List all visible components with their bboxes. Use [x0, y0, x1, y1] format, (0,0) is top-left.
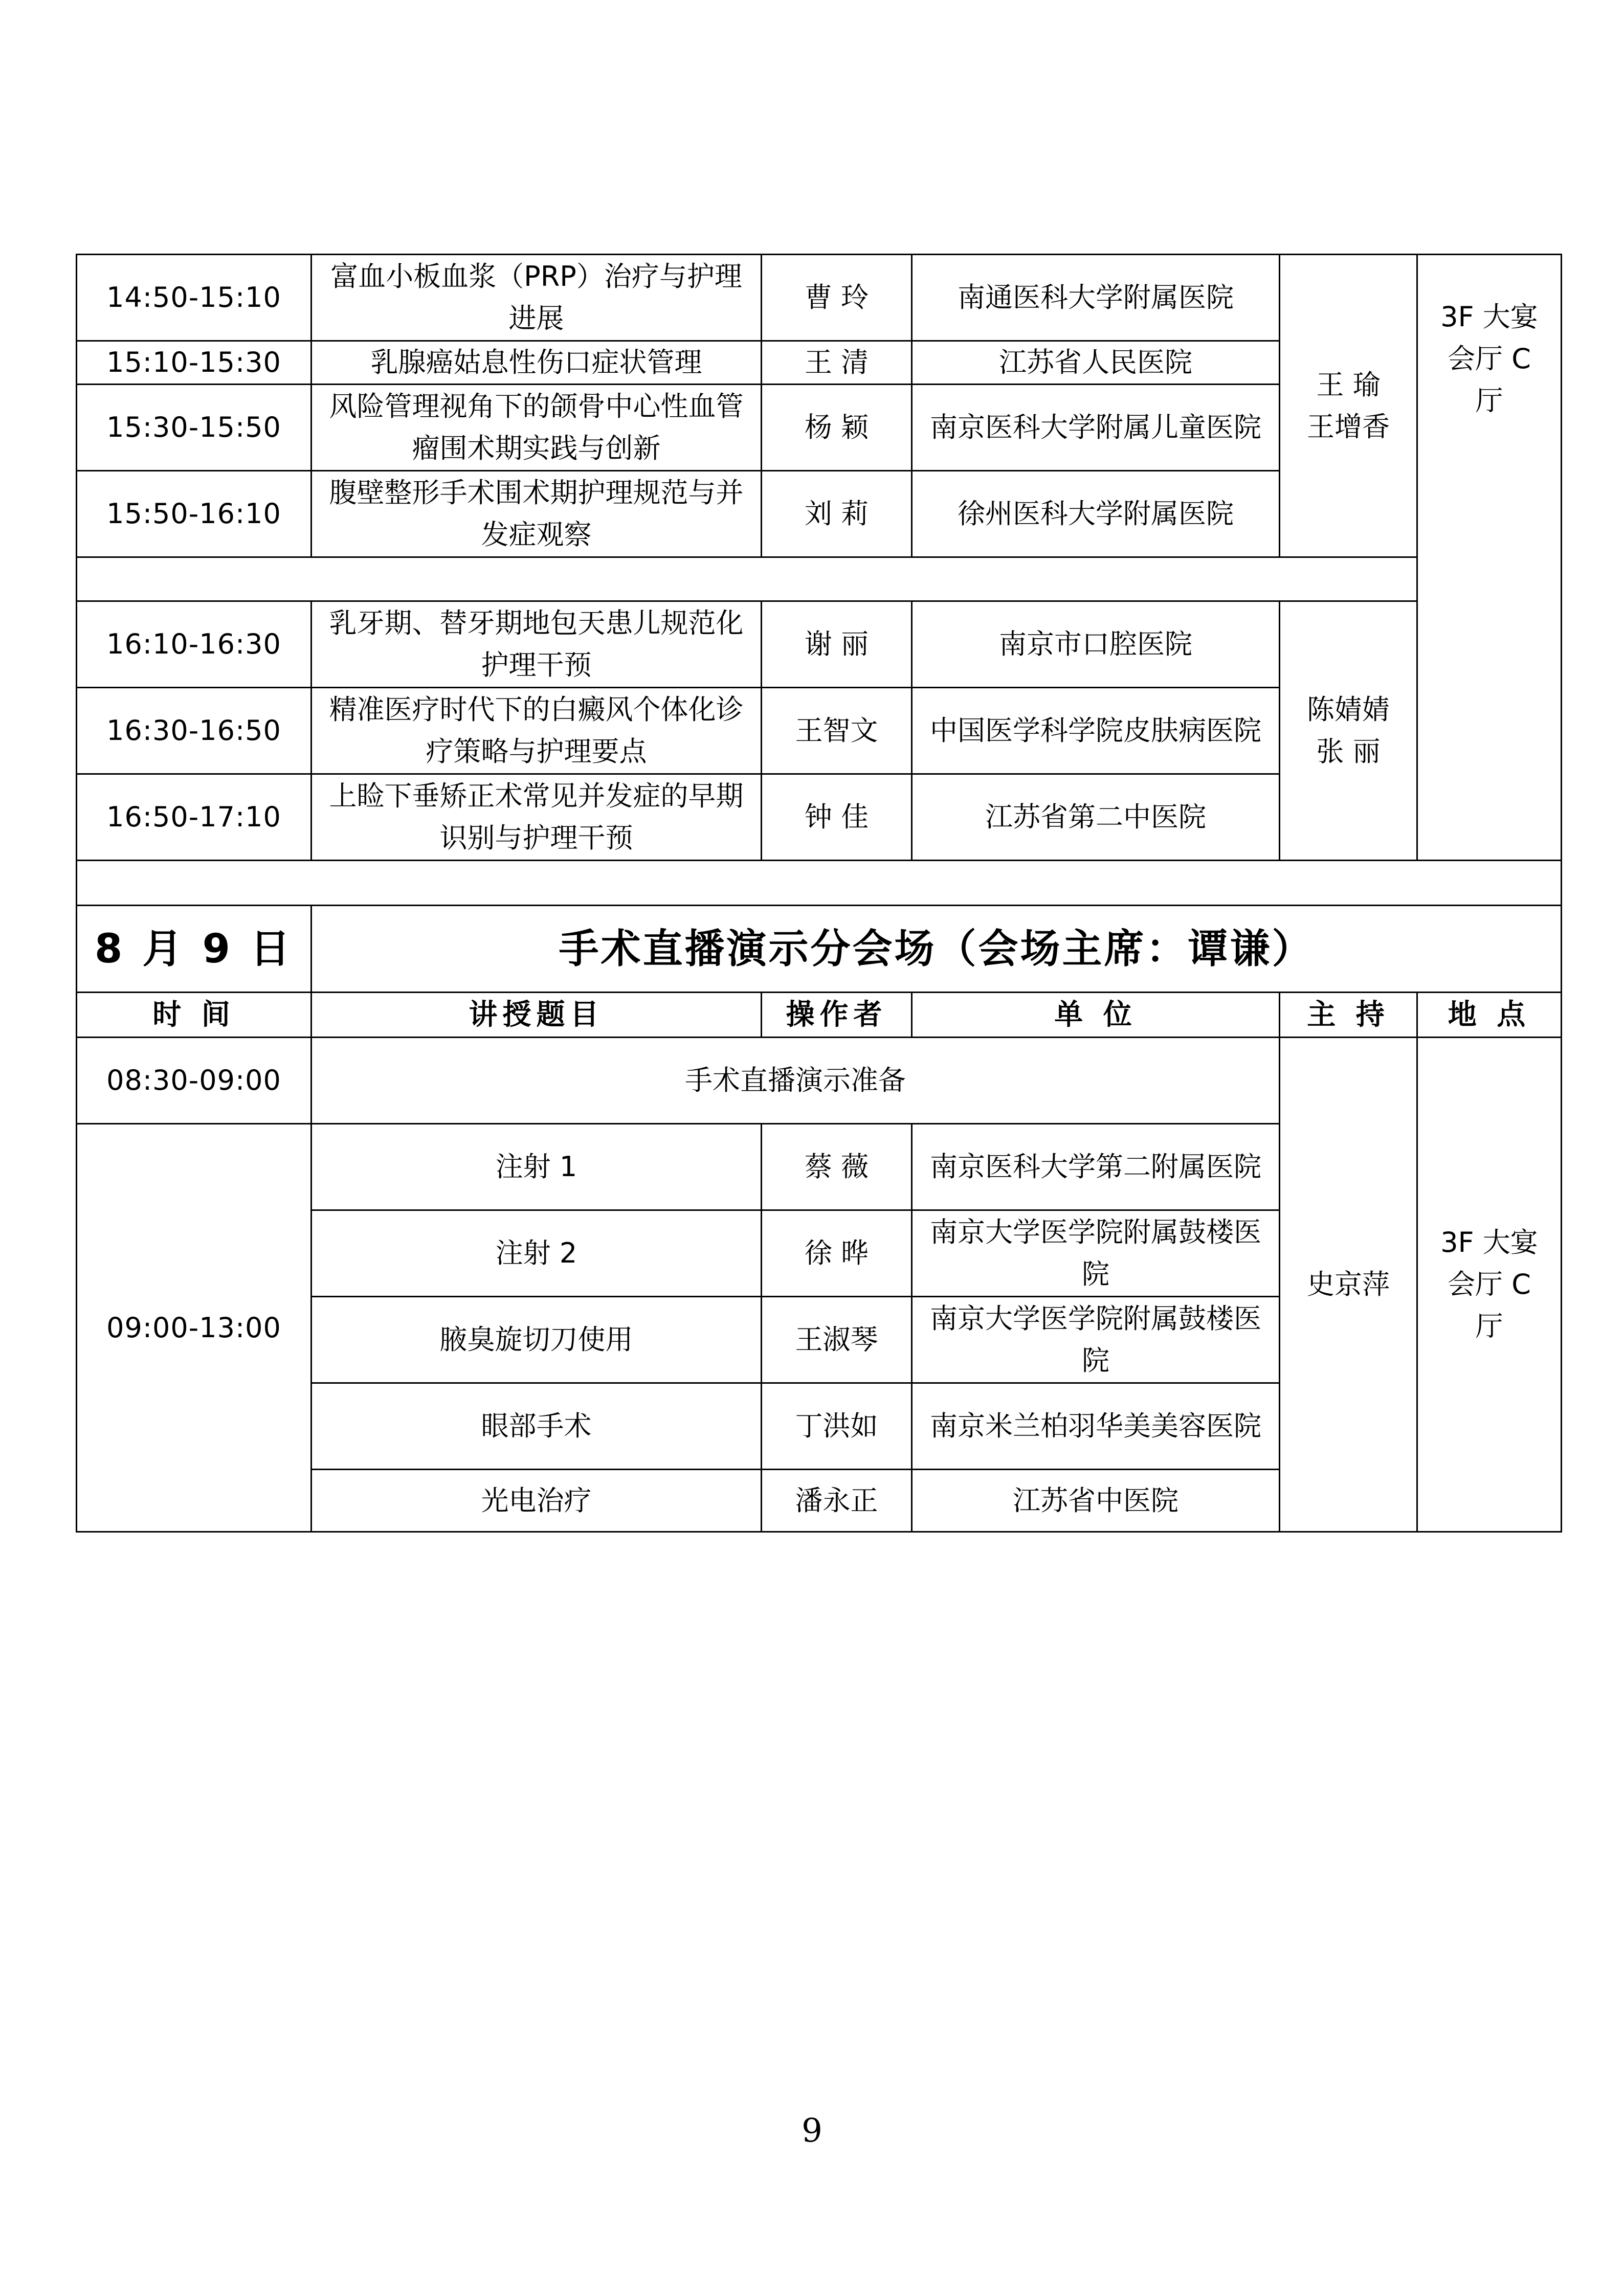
break-cell [77, 557, 1417, 601]
header-host: 主 持 [1280, 993, 1417, 1038]
location-cell [1417, 255, 1562, 861]
speaker-cell: 王 清 [762, 341, 912, 385]
unit-cell: 南京大学医学院附属鼓楼医院 [912, 1210, 1280, 1297]
schedule-row [77, 601, 1562, 688]
topic-cell: 上睑下垂矫正术常见并发症的早期识别与护理干预 [312, 774, 762, 861]
operator-cell: 王淑琴 [762, 1297, 912, 1383]
time-cell: 15:10-15:30 [77, 341, 312, 385]
unit-cell: 南京市口腔医院 [912, 601, 1280, 688]
separator-cell [77, 861, 1562, 906]
time-cell: 16:10-16:30 [77, 601, 312, 688]
unit-cell: 江苏省中医院 [912, 1470, 1280, 1532]
unit-cell: 江苏省第二中医院 [912, 774, 1280, 861]
unit-cell: 南京医科大学附属儿童医院 [912, 385, 1280, 471]
location-line: 厅 [1475, 385, 1503, 417]
header-time: 时 间 [77, 993, 312, 1038]
page-number: 9 [802, 2112, 822, 2150]
topic-cell: 风险管理视角下的颌骨中心性血管瘤围术期实践与创新 [312, 385, 762, 471]
unit-cell: 江苏省人民医院 [912, 341, 1280, 385]
topic-cell: 精准医疗时代下的白癜风个体化诊疗策略与护理要点 [312, 688, 762, 774]
header-unit: 单 位 [912, 993, 1280, 1038]
location-line: 会厅 C [1448, 343, 1531, 375]
topic-cell: 腋臭旋切刀使用 [312, 1297, 762, 1383]
host-name: 陈婧婧 [1307, 693, 1390, 726]
speaker-cell: 曹 玲 [762, 255, 912, 341]
operator-cell: 徐 晔 [762, 1210, 912, 1297]
topic-cell: 手术直播演示准备 [312, 1038, 1280, 1124]
location-line: 3F 大宴 [1440, 1226, 1538, 1258]
speaker-cell: 杨 颖 [762, 385, 912, 471]
time-cell: 15:30-15:50 [77, 385, 312, 471]
topic-cell: 富血小板血浆（PRP）治疗与护理进展 [312, 255, 762, 341]
separator-row [77, 861, 1562, 906]
break-row [77, 557, 1562, 601]
time-cell: 16:30-16:50 [77, 688, 312, 774]
topic-cell: 光电治疗 [312, 1470, 762, 1532]
time-cell: 09:00-13:00 [77, 1124, 312, 1532]
speaker-cell: 钟 佳 [762, 774, 912, 861]
host-name: 王增香 [1307, 410, 1390, 443]
header-location: 地 点 [1417, 993, 1562, 1038]
host-cell [1280, 255, 1417, 557]
location-line: 会厅 C [1448, 1268, 1531, 1300]
host-name: 王 瑜 [1316, 368, 1381, 401]
unit-cell: 南通医科大学附属医院 [912, 255, 1280, 341]
unit-cell: 南京大学医学院附属鼓楼医院 [912, 1297, 1280, 1383]
schedule-row [77, 255, 1562, 341]
unit-cell: 南京米兰柏羽华美美容医院 [912, 1383, 1280, 1470]
header-topic: 讲授题目 [312, 993, 762, 1038]
operator-cell: 蔡 薇 [762, 1124, 912, 1210]
schedule-table [76, 254, 1562, 1533]
header-operator: 操作者 [762, 993, 912, 1038]
schedule-row [77, 1038, 1562, 1124]
topic-cell: 注射 1 [312, 1124, 762, 1210]
topic-cell: 注射 2 [312, 1210, 762, 1297]
time-cell: 08:30-09:00 [77, 1038, 312, 1124]
unit-cell: 中国医学科学院皮肤病医院 [912, 688, 1280, 774]
location-cell [1417, 1038, 1562, 1532]
topic-cell: 腹壁整形手术围术期护理规范与并发症观察 [312, 471, 762, 557]
speaker-cell: 谢 丽 [762, 601, 912, 688]
location-line: 厅 [1475, 1310, 1503, 1342]
operator-cell: 丁洪如 [762, 1383, 912, 1470]
host-cell: 史京萍 [1280, 1038, 1417, 1532]
unit-cell: 徐州医科大学附属医院 [912, 471, 1280, 557]
operator-cell: 潘永正 [762, 1470, 912, 1532]
session-title-row [77, 906, 1562, 993]
topic-cell: 眼部手术 [312, 1383, 762, 1470]
host-cell [1280, 601, 1417, 861]
host-name: 张 丽 [1316, 735, 1381, 768]
location-line: 3F 大宴 [1440, 301, 1538, 333]
speaker-cell: 刘 莉 [762, 471, 912, 557]
header-row [77, 993, 1562, 1038]
speaker-cell: 王智文 [762, 688, 912, 774]
topic-cell: 乳腺癌姑息性伤口症状管理 [312, 341, 762, 385]
time-cell: 14:50-15:10 [77, 255, 312, 341]
session-date: 8 月 9 日 [77, 906, 312, 993]
session-title: 手术直播演示分会场（会场主席：谭谦） [312, 906, 1562, 993]
unit-cell: 南京医科大学第二附属医院 [912, 1124, 1280, 1210]
time-cell: 15:50-16:10 [77, 471, 312, 557]
topic-cell: 乳牙期、替牙期地包天患儿规范化护理干预 [312, 601, 762, 688]
time-cell: 16:50-17:10 [77, 774, 312, 861]
